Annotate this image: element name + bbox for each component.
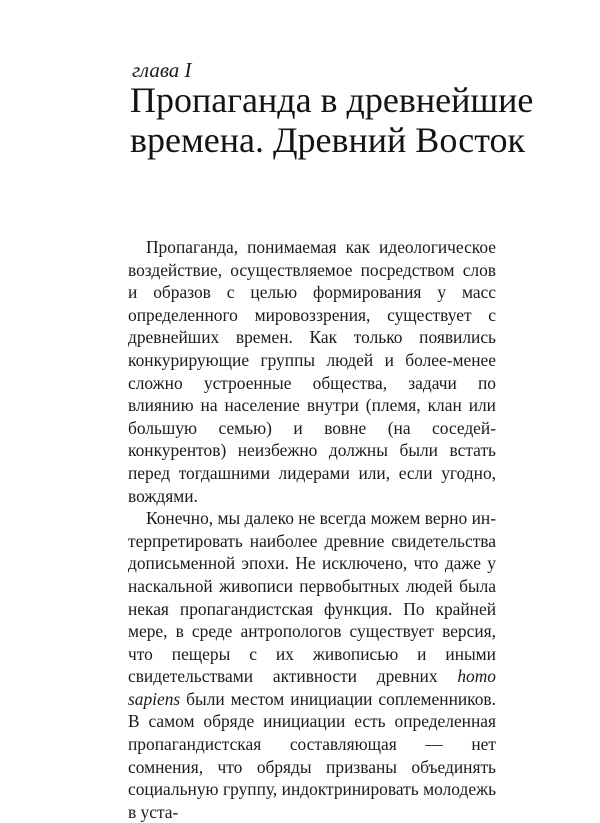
body-text — [128, 236, 496, 823]
paragraph-2 — [128, 507, 496, 823]
chapter-title-line-1: Пропаганда в древнейшие — [130, 80, 534, 120]
paragraph-2-part-1: Конечно, мы далеко не всегда можем верно интерпретировать наиболее древние свидетельства дописьменной эпохи. Не исключено, что даже у наскальной живописи первобытных людей была некая пропагандистская функция. По крайней мере, в среде антропологов существует версия, что пещеры с их живописью и иными свидетельствами активности древних — [128, 508, 496, 687]
paragraph-1: Пропаганда, понимаемая как идеологическое воздействие, осуществляемое посредством слов и образов с целью формирования у масс определенного мировоззрения, существует с древнейших времен. Как только появились конкурирующие группы людей и более-менее сложно устроенные общества, задачи по влиянию на население внутри (племя, клан или большую семью) и вовне (на соседей-конкурентов) неизбежно должны были встать перед тогдашними лидерами или, если угодно, вождями. — [128, 237, 496, 506]
chapter-title — [130, 80, 560, 160]
chapter-title-line-2: времена. Древний Восток — [130, 120, 525, 160]
latin-term: homo sapiens — [128, 666, 496, 709]
paragraph-2-part-2: были местом инициации соплеменников. В самом обряде инициации есть определенная пропагандистская составляющая — нет сомнения, что обряды призваны объединять социальную группу, индоктринировать молодежь в уста- — [128, 688, 496, 822]
chapter-label: глава I — [132, 58, 192, 82]
